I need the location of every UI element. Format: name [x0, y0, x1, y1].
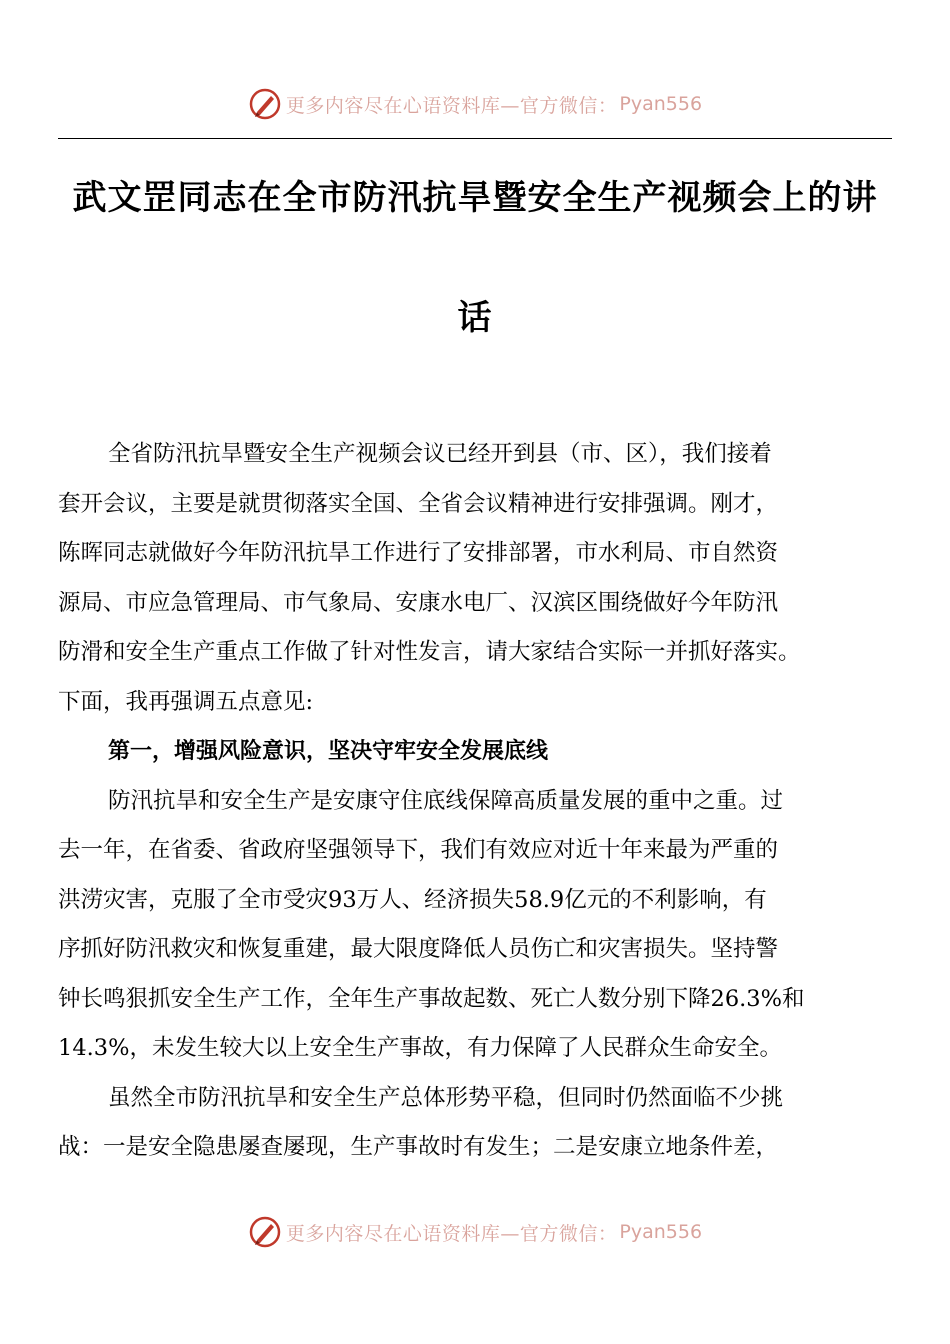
- watermark-text: 更多内容尽在心语资料库—官方微信：: [285, 1222, 618, 1245]
- body-line: 防汛抗旱和安全生产是安康守住底线保障高质量发展的重中之重。过: [108, 787, 784, 814]
- document-title-line-2: 话: [457, 298, 493, 338]
- body-line: 战：一是安全隐患屡查屡现，生产事故时有发生；二是安康立地条件差，: [58, 1134, 779, 1160]
- document-title-line-1: 武文罡同志在全市防汛抗旱暨安全生产视频会上的讲: [72, 178, 878, 218]
- watermark-text: 更多内容尽在心语资料库—官方微信：: [285, 94, 618, 117]
- header-watermark: [0, 84, 950, 124]
- body-line: 套开会议，主要是就贯彻落实全国、全省会议精神进行安排强调。刚才，: [58, 490, 779, 517]
- body-line: 序抓好防汛救灾和恢复重建，最大限度降低人员伤亡和灾害损失。坚持警: [58, 936, 779, 962]
- body-line: 虽然全市防汛抗旱和安全生产总体形势平稳，但同时仍然面临不少挑: [108, 1084, 784, 1111]
- footer-watermark: [0, 1212, 950, 1252]
- pen-logo-icon: [248, 87, 282, 121]
- body-line: 全省防汛抗旱暨安全生产视频会议已经开到县（市、区），我们接着: [108, 441, 772, 467]
- watermark-brand: Pyan556: [619, 1221, 703, 1243]
- section-heading: 第一，增强风险意识，坚决守牢安全发展底线: [108, 739, 549, 764]
- body-line: 下面，我再强调五点意见:: [58, 688, 314, 715]
- body-line: 14.3%，未发生较大以上安全生产事故，有力保障了人民群众生命安全。: [58, 1035, 782, 1061]
- body-line: 陈晖同志就做好今年防汛抗旱工作进行了安排部署，市水利局、市自然资: [58, 540, 779, 566]
- header-rule: [58, 138, 892, 139]
- body-line: 洪涝灾害，克服了全市受灾93万人、经济损失58.9亿元的不利影响，有: [58, 886, 767, 913]
- body-line: 防滑和安全生产重点工作做了针对性发言，请大家结合实际一并抓好落实。: [58, 639, 801, 665]
- watermark-brand: Pyan556: [619, 93, 703, 115]
- pen-logo-icon: [248, 1215, 282, 1249]
- document-body: [58, 430, 892, 1173]
- body-line: 钟长鸣狠抓安全生产工作，全年生产事故起数、死亡人数分别下降26.3%和: [58, 985, 805, 1012]
- body-line: 源局、市应急管理局、市气象局、安康水电厂、汉滨区围绕做好今年防汛: [58, 589, 779, 616]
- body-line: 去一年，在省委、省政府坚强领导下，我们有效应对近十年来最为严重的: [58, 837, 779, 863]
